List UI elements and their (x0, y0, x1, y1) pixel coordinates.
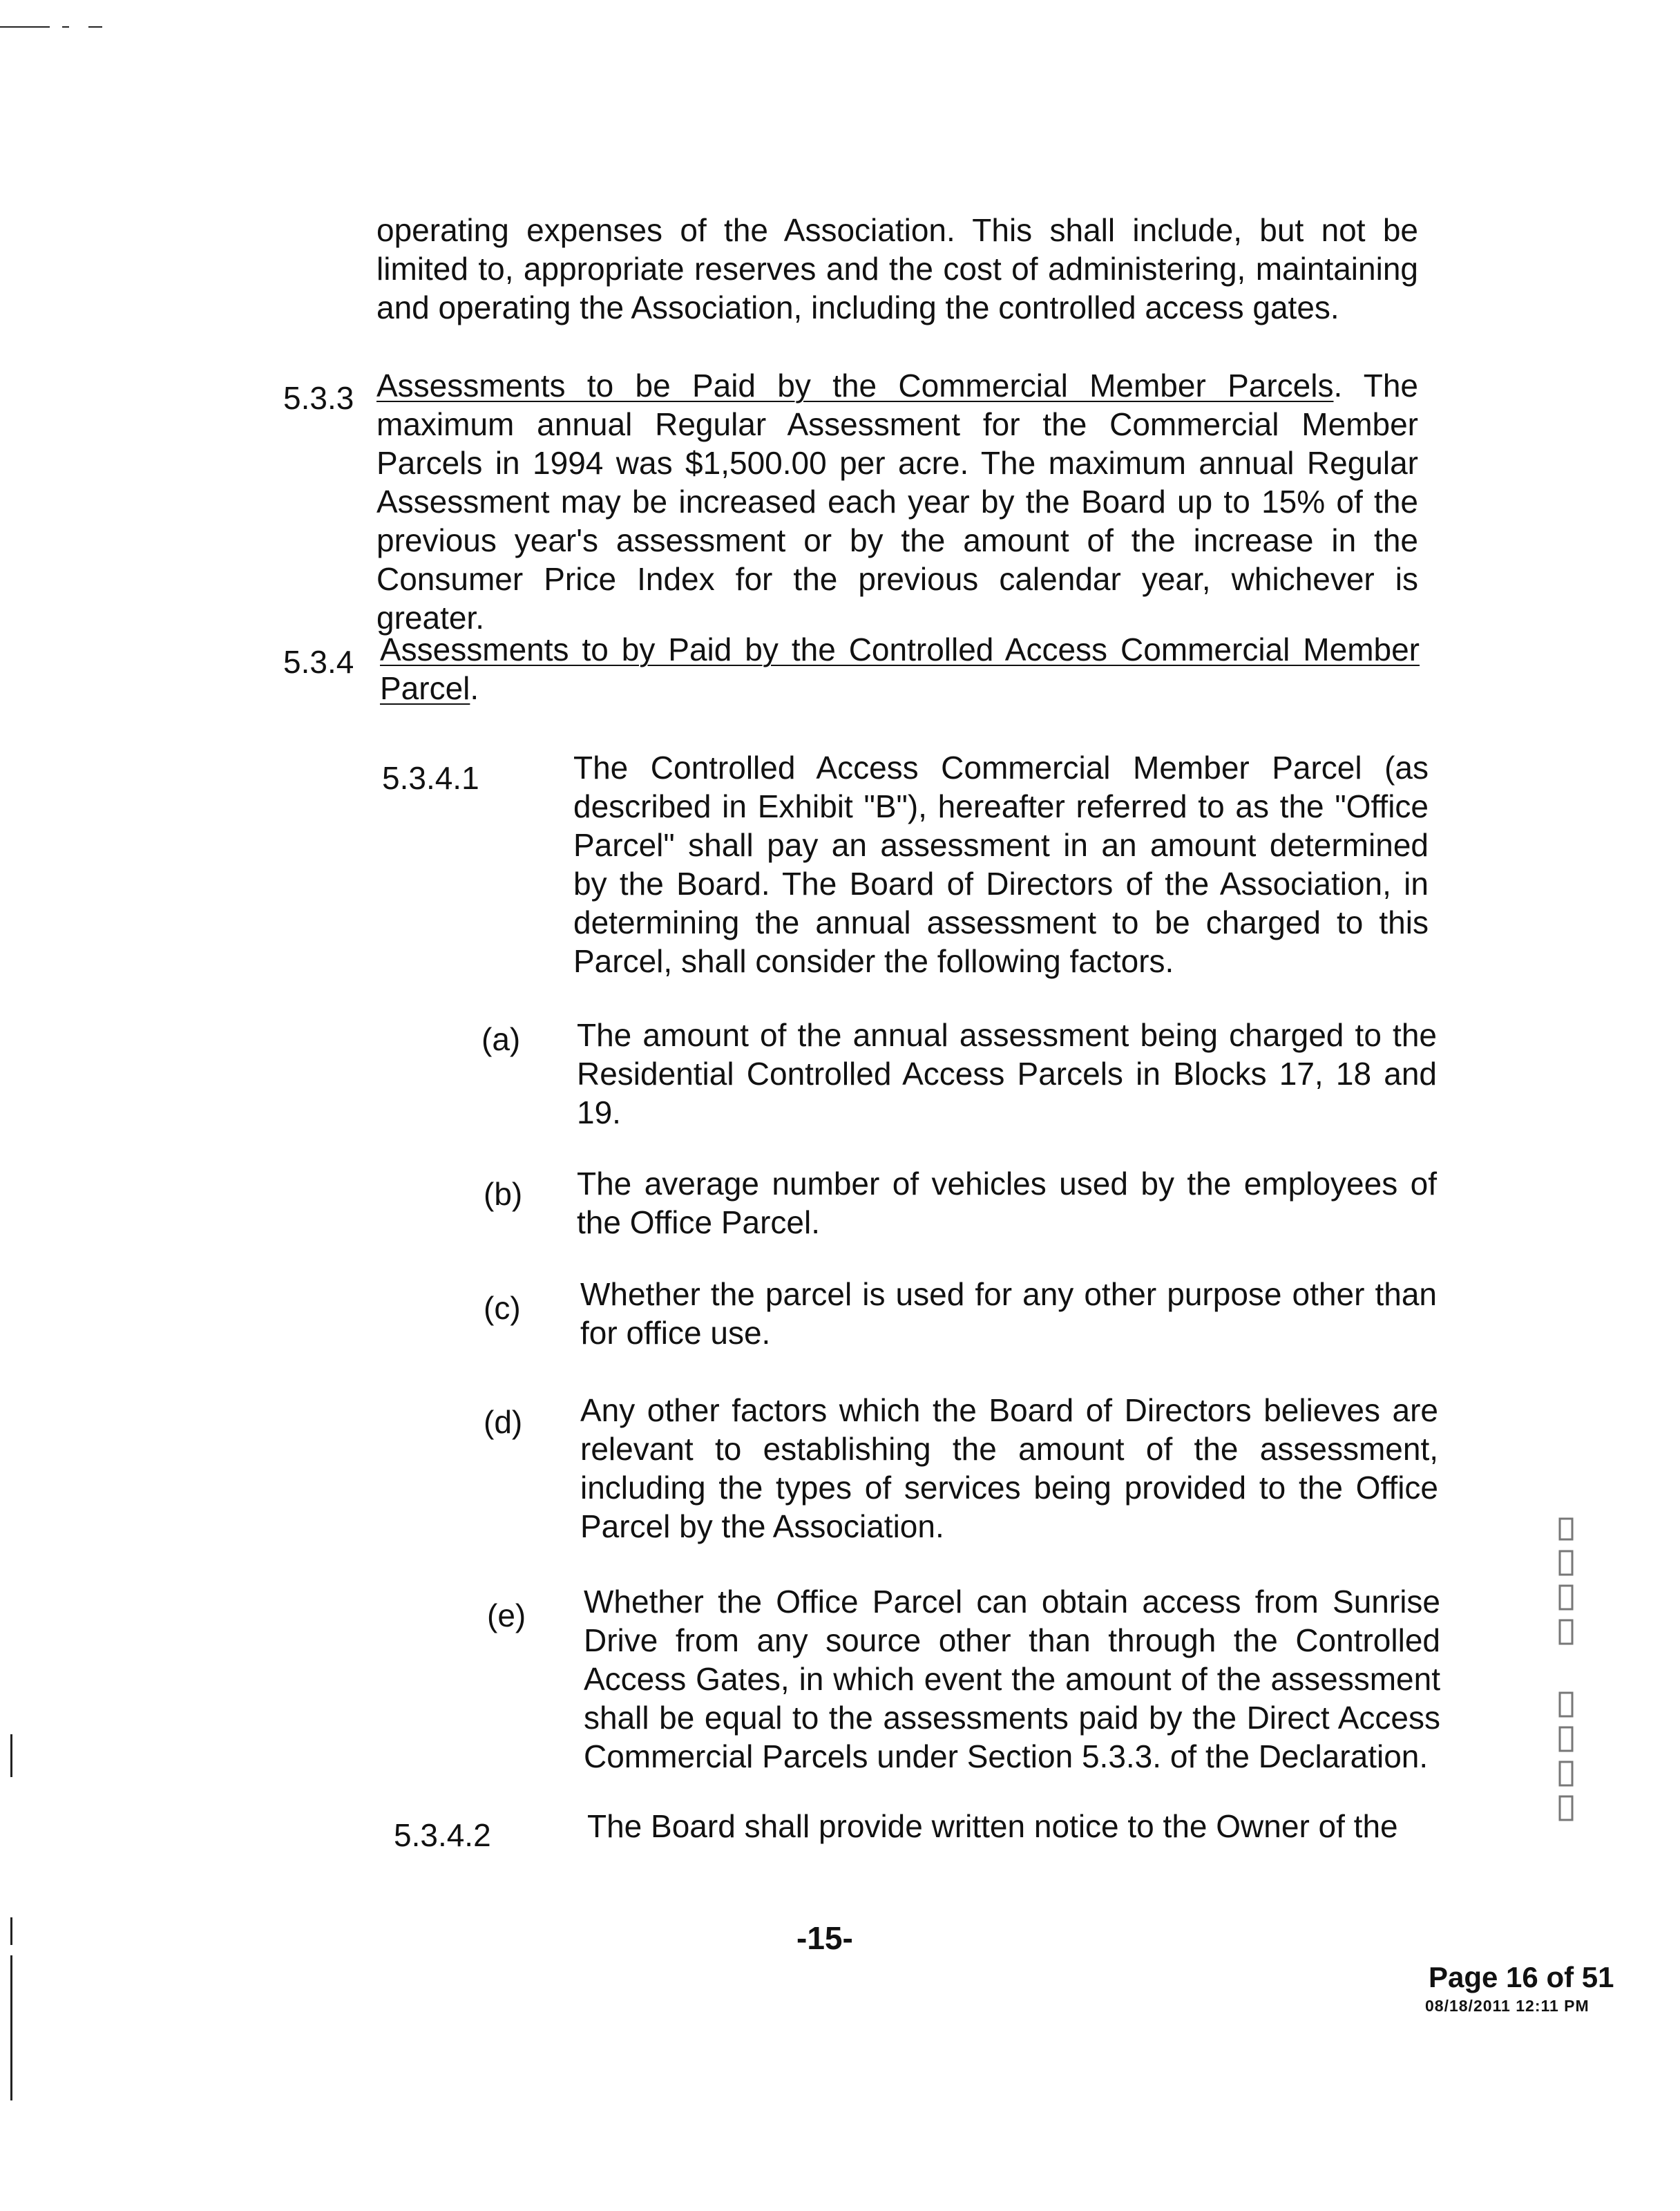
section-number-5341: 5.3.4.1 (382, 760, 479, 796)
section-number-533: 5.3.3 (283, 380, 354, 416)
intro-paragraph: operating expenses of the Association. This shall include, but not be limited to, appropriate reserves and the cost of administering, maintaining and operating the Association, including the controlled access gates. (376, 212, 1418, 325)
section-533-paragraph: Assessments to be Paid by the Commercial Member Parcels. The maximum annual Regular Assessment for the Commercial Member Parcels in 1994 was $1,500.00 per acre. The maximum annual Regular Assessment may be increased each year by the Board up to 15% of the previous year's assessment or by the amount of the increase in the Consumer Price Index for the previous calendar year, whichever is greater. (376, 368, 1418, 636)
section-number-5342: 5.3.4.2 (394, 1817, 491, 1853)
section-533-body: The maximum annual Regular Assessment for the Commercial Member Parcels in 1994 was $1,500.00 per acre. The maximum annual Regular Assessment may be increased each year by the Board up to 15% of the previous year's assessment or by the amount of the increase in the Consumer Price Index for the previous calendar year, whichever is greater. (376, 368, 1418, 636)
factor-text-d: Any other factors which the Board of Directors believes are relevant to establishing the amount of the assessment, including the types of services being provided to the Office Parcel by the Association. (580, 1392, 1438, 1544)
factor-text-e: Whether the Office Parcel can obtain access from Sunrise Drive from any source other than through the Controlled Access Gates, in which event the amount of the assessment shall be equal to the assessments paid by the Direct Access Commercial Parcels under Section 5.3.3. of the Declaration. (584, 1584, 1440, 1774)
factor-label-c: (c) (484, 1290, 521, 1326)
scan-mark (88, 26, 102, 28)
footer-timestamp: 08/18/2011 12:11 PM (1425, 1997, 1590, 2015)
section-number-534: 5.3.4 (283, 644, 354, 680)
scan-mark (62, 26, 69, 28)
factor-text-b: The average number of vehicles used by the employees of the Office Parcel. (577, 1166, 1437, 1240)
factor-text-c: Whether the parcel is used for any other purpose other than for office use. (580, 1276, 1437, 1351)
scan-mark (10, 1955, 12, 2100)
section-534-heading: Assessments to by Paid by the Controlled Access Commercial Member Parcel (380, 632, 1420, 706)
factor-text-a: The amount of the annual assessment being charged to the Residential Controlled Access Parcels in Blocks 17, 18 and 19. (577, 1017, 1437, 1130)
recording-stamp (1553, 1513, 1581, 1838)
scan-mark (10, 1734, 12, 1777)
factor-label-d: (d) (484, 1404, 523, 1440)
factor-label-a: (a) (481, 1021, 521, 1057)
section-5341-body: The Controlled Access Commercial Member Parcel (as described in Exhibit "B"), hereafter referred to as the "Office Parcel" shall pay an assessment in an amount determined by the Board. The Board of Directors of the Association, in determining the annual assessment to be charged to this Parcel, shall consider the following factors. (573, 750, 1429, 979)
scan-mark (10, 1917, 12, 1945)
factor-label-e: (e) (487, 1597, 526, 1633)
section-534-heading-paragraph: Assessments to by Paid by the Controlled Access Commercial Member Parcel. (380, 632, 1420, 706)
section-533-heading: Assessments to be Paid by the Commercial Member Parcels (376, 368, 1334, 404)
page-number: -15- (796, 1920, 853, 1956)
section-5342-body: The Board shall provide written notice to the Owner of the (587, 1808, 1398, 1844)
footer-page-count: Page 16 of 51 (1429, 1961, 1614, 1993)
factor-label-b: (b) (484, 1176, 523, 1212)
scan-mark (0, 26, 50, 28)
